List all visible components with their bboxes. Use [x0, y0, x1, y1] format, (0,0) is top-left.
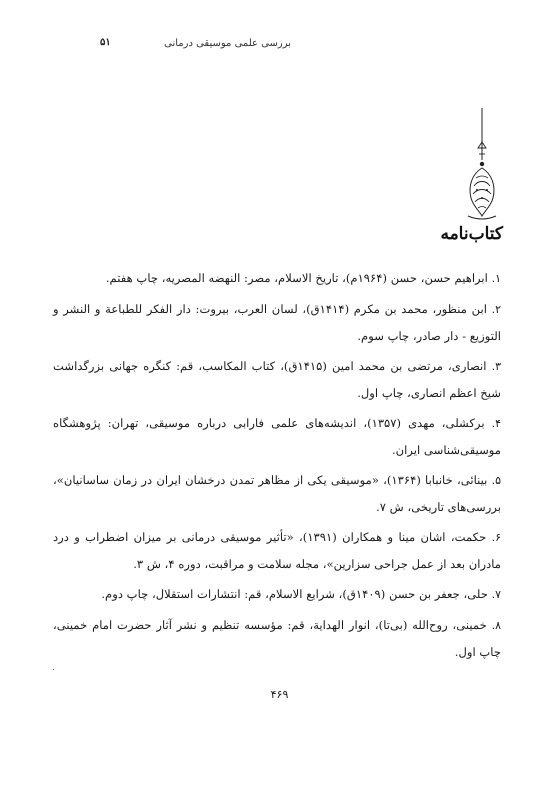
entry-number: ۳. [491, 360, 501, 373]
entry-text: حلی، جعفر بن حسن (۱۴۰۹ق)، شرایع الاسلام، قم: انتشارات استقلال، چاپ دوم. [101, 587, 488, 601]
entry-text: انصاری، مرتضی بن محمد امین (۱۴۱۵ق)، کتاب المکاسب، قم: کنگره جهانی بزرگداشت شیخ اعظم انصاری، چاپ اول. [53, 359, 501, 400]
bibliography-entry [53, 410, 501, 463]
bibliography-entry [53, 467, 501, 520]
bibliography-entry [53, 353, 501, 406]
bibliography-entry [53, 612, 501, 665]
bibliography-list [53, 265, 501, 669]
folio-page-number: ۴۶۹ [270, 688, 289, 701]
margin-mark: . [52, 663, 55, 673]
entry-text: حکمت، اشان مینا و همکاران (۱۳۹۱)، «تأثیر موسیقی درمانی بر میزان اضطراب و درد مادران بعد از عمل جراحی سزارین»، مجله سلامت و مراقبت، دوره ۴، ش ۳. [53, 530, 501, 571]
entry-number: ۶. [491, 531, 502, 544]
entry-number: ۲. [491, 303, 501, 316]
bibliography-entry [53, 296, 501, 349]
calligraphy-ornament-icon [462, 108, 502, 232]
running-head-title: بررسی علمی موسیقی درمانی [164, 38, 291, 49]
entry-text: بینائی، خانبابا (۱۳۶۴)، «موسیقی یکی از مظاهر تمدن درخشان ایران در زمان ساسانیان»، بررسی‌های تاریخی، ش ۷. [53, 473, 501, 514]
entry-number: ۱. [491, 272, 501, 285]
section-title: کتاب‌نامه [440, 224, 503, 244]
entry-number: ۸. [491, 619, 501, 632]
entry-number: ۴. [491, 417, 501, 430]
running-head-page-number: ۵۱ [100, 37, 111, 48]
entry-text: خمینی، روح‌الله (بی‌تا)، انوار الهدایة، قم: مؤسسه تنظیم و نشر آثار حضرت امام خمینی، چاپ اول. [53, 618, 501, 659]
running-head [0, 38, 559, 58]
entry-text: برکشلی، مهدی (۱۳۵۷)، اندیشه‌های علمی فارابی درباره موسیقی، تهران: پژوهشگاه موسیقی‌شناسی ایران. [53, 416, 501, 457]
bibliography-entry [53, 581, 501, 608]
entry-number: ۵. [491, 474, 501, 487]
bibliography-entry [53, 265, 501, 292]
entry-text: ابراهیم حسن، حسن (۱۹۶۴م)، تاریخ الاسلام، مصر: النهضه المصریه، چاپ هفتم. [105, 271, 488, 285]
entry-text: ابن منظور، محمد بن مکرم (۱۴۱۴ق)، لسان العرب، بیروت: دار الفکر للطباعة و النشر و التوزیع - دار صادر، چاپ سوم. [53, 302, 501, 343]
bibliography-entry [53, 524, 501, 577]
entry-number: ۷. [491, 588, 501, 601]
